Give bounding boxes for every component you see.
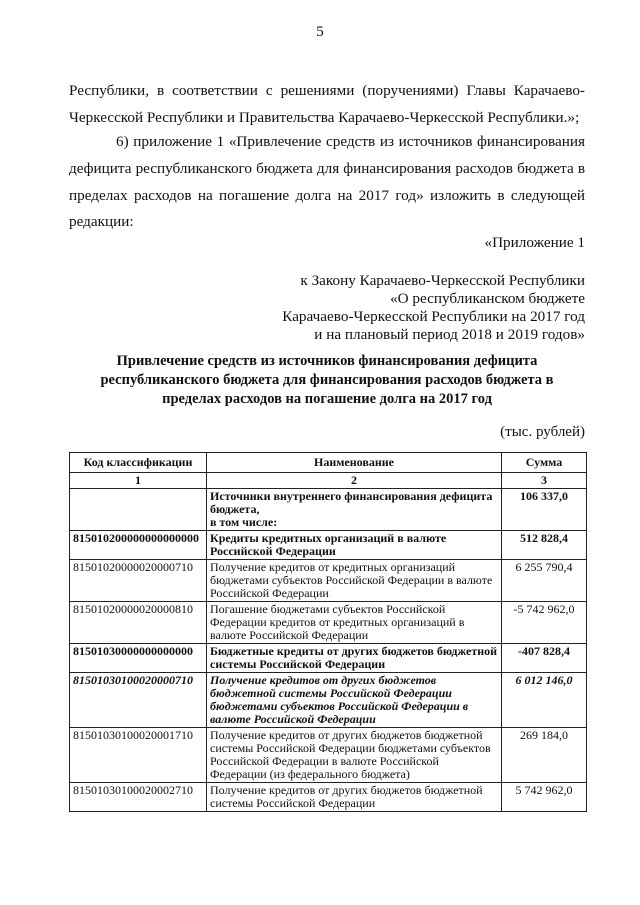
classification-code: 81501030100020001710 <box>70 728 207 783</box>
row-sum: 6 255 790,4 <box>502 560 587 602</box>
units-label: (тыс. рублей) <box>500 424 585 440</box>
document-title <box>69 352 585 409</box>
row-sum: 269 184,0 <box>502 728 587 783</box>
table-header-row <box>70 453 587 473</box>
row-name: Получение кредитов от других бюджетов бюджетной системы Российской Федерации бюджетами субъектов Российской Федерации в валюте Российской Федерации <box>207 673 502 728</box>
row-name: Кредиты кредитных организаций в валюте Российской Федерации <box>207 531 502 560</box>
classification-code: 81501030100020000710 <box>70 673 207 728</box>
table-row <box>70 489 587 531</box>
table-row <box>70 644 587 673</box>
table-row <box>70 560 587 602</box>
classification-code: 815010200000000000000 <box>70 531 207 560</box>
paragraph-amendment: 6) приложение 1 «Привлечение средств из источников финансирования дефицита республиканского бюджета для финансирования расходов бюджета в пределах расходов на погашение долга на 2017 год» изложить в следующей <box>69 133 585 204</box>
appendix-ref-line: и на плановый период 2018 и 2019 годов» <box>314 326 585 343</box>
appendix-label: «Приложение 1 <box>484 234 585 251</box>
row-name: Получение кредитов от других бюджетов бюджетной системы Российской Федерации <box>207 783 502 812</box>
table-row <box>70 602 587 644</box>
appendix-ref-line: к Закону Карачаево-Черкесской Республики <box>300 272 585 289</box>
column-header-sum: Сумма <box>502 453 587 473</box>
row-name-text: Источники внутреннего финансирования дефицита бюджета, <box>210 489 493 516</box>
column-number-row <box>70 473 587 489</box>
column-header-name: Наименование <box>207 453 502 473</box>
table-row <box>70 728 587 783</box>
row-sum: 106 337,0 <box>502 489 587 531</box>
row-sum: -407 828,4 <box>502 644 587 673</box>
budget-sources-table <box>69 452 587 812</box>
column-number: 3 <box>502 473 587 489</box>
table-row <box>70 673 587 728</box>
paragraph-continuation-line-1: Республики, в соответствии с решениями (поручениями) Главы Карачаево- <box>69 82 585 99</box>
row-name: Погашение бюджетами субъектов Российской Федерации кредитов от кредитных организаций в валюте Российской Федерации <box>207 602 502 644</box>
paragraph-amendment-last-line: редакции: <box>69 213 134 230</box>
classification-code: 81501030000000000000 <box>70 644 207 673</box>
classification-code: 81501030100020002710 <box>70 783 207 812</box>
page-number: 5 <box>316 24 324 40</box>
classification-code <box>70 489 207 531</box>
column-number: 1 <box>70 473 207 489</box>
classification-code: 81501020000020000810 <box>70 602 207 644</box>
column-number: 2 <box>207 473 502 489</box>
column-header-code: Код классификации <box>70 453 207 473</box>
row-name: Получение кредитов от кредитных организаций бюджетами субъектов Российской Федерации в валюте Российской Федерации <box>207 560 502 602</box>
row-sum: 5 742 962,0 <box>502 783 587 812</box>
classification-code: 81501020000020000710 <box>70 560 207 602</box>
row-sum: -5 742 962,0 <box>502 602 587 644</box>
row-name-text: в том числе: <box>210 515 278 529</box>
row-sum: 6 012 146,0 <box>502 673 587 728</box>
row-sum: 512 828,4 <box>502 531 587 560</box>
table-row <box>70 531 587 560</box>
appendix-ref-line: Карачаево-Черкесской Республики на 2017 год <box>282 308 585 325</box>
title-line: Привлечение средств из источников финансирования дефицита <box>116 353 538 369</box>
appendix-ref-line: «О республиканском бюджете <box>390 290 585 307</box>
paragraph-continuation-line-2: Черкесской Республики и Правительства Карачаево-Черкесской Республики.»; <box>69 109 580 126</box>
title-line: республиканского бюджета для финансирования расходов бюджета в <box>100 372 554 388</box>
row-name <box>207 489 502 531</box>
table-row <box>70 783 587 812</box>
title-line: пределах расходов на погашение долга на 2017 год <box>162 391 492 407</box>
row-name: Получение кредитов от других бюджетов бюджетной системы Российской Федерации бюджетами субъектов Российской Федерации в валюте Российской Федерации (из федерального бюджета) <box>207 728 502 783</box>
row-name: Бюджетные кредиты от других бюджетов бюджетной системы Российской Федерации <box>207 644 502 673</box>
